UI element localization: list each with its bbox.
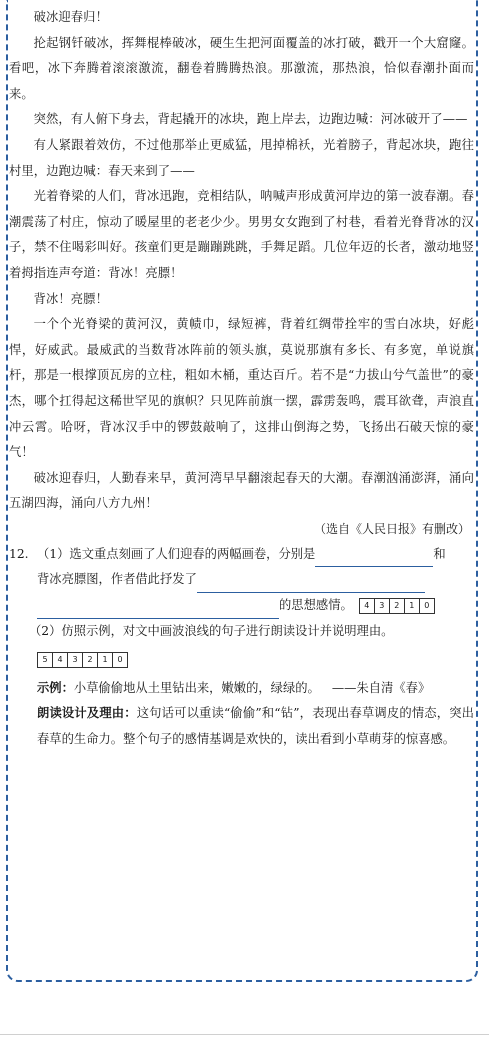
example-text: 小草偷偷地从土里钻出来，嫩嫩的，绿绿的。: [73, 680, 320, 695]
score-cell[interactable]: 0: [424, 600, 430, 610]
source-citation: （选自《人民日报》有删改）: [313, 521, 470, 536]
paragraph: 抡起钢钎破冰，挥舞棍棒破冰，硬生生把河面覆盖的冰打破，戳开一个大窟窿。看吧，冰下奔腾着滚滚激流，翻卷着腾腾热浪。那激流，那热浪，恰似春潮扑面而来。: [9, 35, 474, 101]
q12-part2: （2）仿照示例，对文中画波浪线的句子进行朗读设计并说明理由。: [29, 623, 394, 638]
q12-p1-text-a: （1）选文重点刻画了人们迎春的两幅画卷，分别是: [37, 546, 316, 561]
answer-blank-1[interactable]: [315, 550, 433, 567]
score-cell[interactable]: 4: [53, 653, 68, 667]
q12-part2-score: [9, 644, 474, 673]
score-cell[interactable]: 1: [98, 653, 113, 667]
score-box-1[interactable]: [359, 598, 435, 614]
paragraph: 突然，有人俯下身去，背起撬开的冰块，跑上岸去，边跑边喊：河冰破开了——: [33, 112, 468, 127]
score-cell[interactable]: 3: [375, 599, 390, 613]
design-block: [9, 701, 474, 752]
paragraph: 一个个光脊梁的黄河汉，黄帻巾，绿短裤，背着红绸带拴牢的雪白冰块，好彪悍，好威武。最威武的当数背冰阵前的领头旗，莫说那旗有多长、有多宽，单说旗杆，那是一根撑顶瓦房的立柱，粗如木桶，重达百斤。若不是“力拔山兮气盖世”的豪杰，哪个扛得起这稀世罕见的旗帜？只见阵前旗一摆，霹雳轰鸣，震耳欲聋，声浪直冲云霄。哈呀，背冰汉手中的锣鼓敲响了，这排山倒海之势，飞扬出石破天惊的豪气！: [9, 317, 474, 460]
score-box-2[interactable]: [37, 652, 128, 668]
score-cell[interactable]: 2: [83, 653, 98, 667]
question-number: 12.: [9, 546, 29, 561]
paragraph: 破冰迎春归！: [33, 10, 108, 24]
passage-content: [9, 0, 474, 753]
answer-blank-3[interactable]: [37, 602, 279, 619]
page-divider: [0, 1034, 489, 1035]
paragraph: 背冰！亮膘！: [33, 291, 108, 306]
example-line: [9, 673, 474, 702]
paragraph: 有人紧跟着效仿，不过他那举止更威猛，甩掉棉袄，光着膀子，背起冰块，跑往村里，边跑边喊：春天来到了——: [9, 137, 474, 178]
q12-part1-line3: [9, 593, 474, 619]
q12-p1-text-d: 的思想感情。: [279, 598, 353, 613]
question-12: [9, 542, 474, 753]
q12-part1-line1: [9, 542, 474, 568]
q12-p1-text-c: 背冰亮膘图，作者借此抒发了: [37, 572, 197, 587]
score-cell[interactable]: 3: [68, 653, 83, 667]
q12-p1-text-b: 和: [433, 546, 446, 561]
answer-blank-2[interactable]: [197, 576, 425, 593]
score-cell[interactable]: 1: [405, 599, 420, 613]
score-cell[interactable]: 0: [117, 654, 123, 664]
paragraph: 破冰迎春归，人勤春来早，黄河湾早早翻滚起春天的大潮。春潮汹涌澎湃，涌向五湖四海，涌向八方九州！: [9, 470, 474, 511]
q12-part1-line2: [9, 567, 474, 593]
score-cell[interactable]: 2: [390, 599, 405, 613]
paragraph: 光着脊梁的人们，背冰迅跑，竞相结队，呐喊声形成黄河岸边的第一波春潮。春潮震荡了村庄，惊动了暖屋里的老老少少。男男女女跑到了村巷，看着光脊背冰的汉子，禁不住喝彩叫好。孩童们更是蹦蹦跳跳，手舞足蹈。几位年迈的长者，激动地竖着拇指连声夸道：背冰！亮膘！: [9, 189, 474, 280]
score-cell[interactable]: 4: [360, 599, 375, 613]
design-text: 这句话可以重读“偷偷”和“钻”，表现出春草调皮的情态，突出春草的生命力。整个句子的感情基调是欢快的，读出看到小草萌芽的惊喜感。: [37, 706, 474, 747]
design-label: 朗读设计及理由：: [37, 706, 137, 721]
example-source: ——朱自清《春》: [331, 680, 431, 695]
score-cell[interactable]: 5: [38, 653, 53, 667]
example-label: 示例：: [37, 680, 74, 695]
